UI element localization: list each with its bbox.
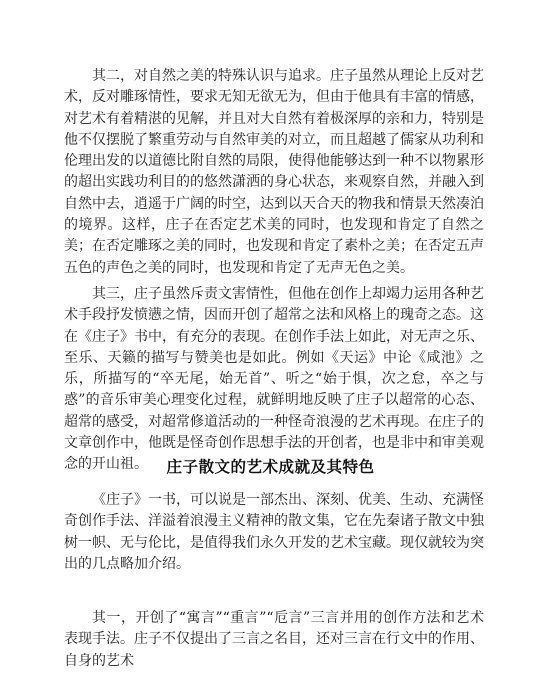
section-heading: 庄子散文的艺术成就及其特色 xyxy=(166,457,375,476)
paragraph-three-words-method: 其一，开创了“寓言”“重言”“卮言”三言并用的创作方法和艺术表现手法。庄子不仅提出了三言之名目，还对三言在行文中的作用、自身的艺术 xyxy=(64,610,484,669)
paragraph-nature-beauty: 其二，对自然之美的特殊认识与追求。庄子虽然从理论上反对艺术，反对雕琢情性，要求无知无欲无为，但由于他具有丰富的情感，对艺术有着精湛的见解，并且对大自然有着极深厚的亲和力，特别是他不仅摆脱了繁重劳动与自然审美的对立，而且超越了儒家从功利和伦理出发的以道德比附自然的局限，使得他能够达到一种不以物累形的超出实践功利目的的悠然潇洒的身心状态，来观察自然，并融入到自然中去，逍遥于广阔的时空，达到以天合天的物我和情景天然凑泊的境界。这样，庄子在否定艺术美的同时，也发现和肯定了自然之美；在否定雕琢之美的同时，也发现和肯定了素朴之美；在否定五声五色的声色之美的同时，也发现和肯定了无声无色之美。 xyxy=(64,68,484,276)
paragraph-unusual-method: 其三，庄子虽然斥责文害情性，但他在创作上却竭力运用各种艺术手段抒发愤懑之情，因而开创了超常之法和风格上的瑰奇之态。这在《庄子》书中，有充分的表现。在创作手法上如此，对无声之乐、至乐、天籁的描写与赞美也是如此。例如《天运》中论《咸池》之乐，所描写的“卒无尾，始无首”、听之“始于惧，次之怠，卒之与惑”的音乐审美心理变化过程，就鲜明地反映了庄子以超常的心态、超常的感受，对超常修道活动的一种怪奇浪漫的艺术再现。在庄子的文章创作中，他既是怪奇创作思想手法的开创者，也是非中和审美观念的开山祖。 xyxy=(64,286,484,473)
paragraph-book-introduction: 《庄子》一书，可以说是一部杰出、深刻、优美、生动、充满怪奇创作手法、洋溢着浪漫主义精神的散文集，它在先秦诸子散文中独树一帜、无与伦比，是值得我们永久开发的艺术宝藏。现仅就较为突出的几点略加介绍。 xyxy=(64,492,484,572)
